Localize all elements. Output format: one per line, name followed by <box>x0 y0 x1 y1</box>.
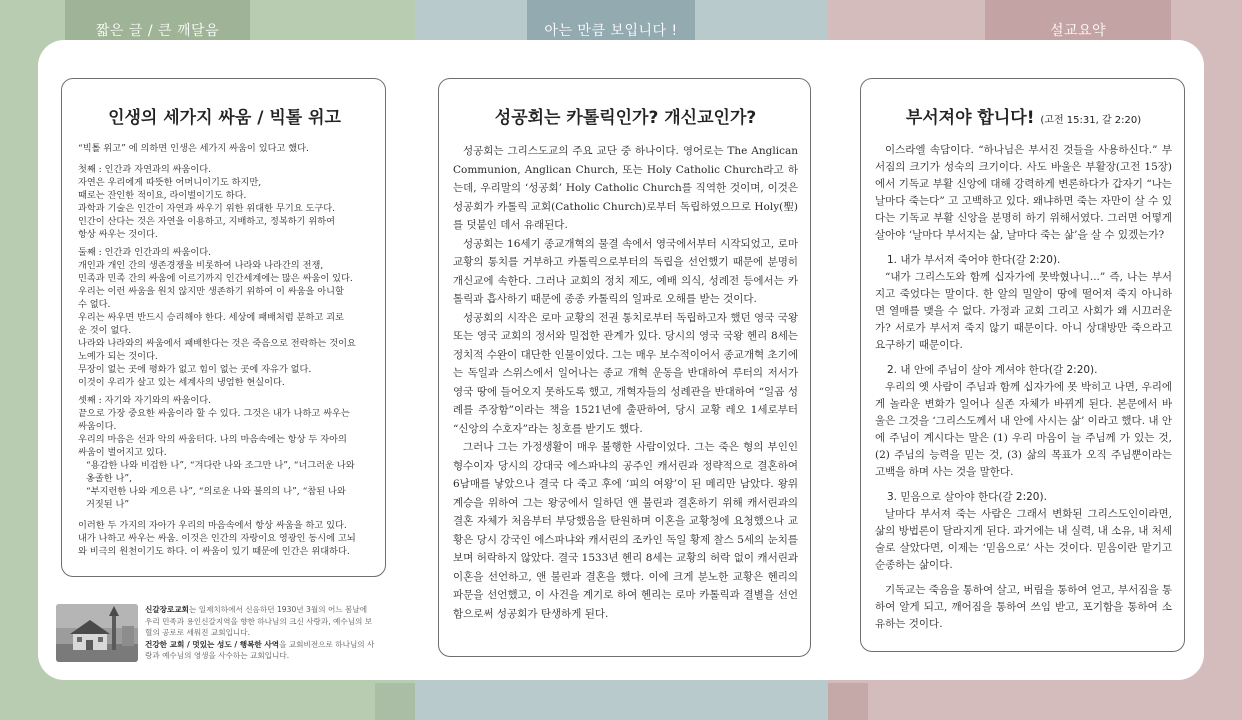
paragraph: 성공회는 그리스도교의 주요 교단 중 하나이다. 영어로는 The Anglican Communion, Anglican Church, 또는 Holy Catholic Church라고 하는데, 우리말의 ‘성공회’ Holy Catholic Church를 직역한 것이며, 이것은 성공회가 카톨릭 교회(Catholic Church)로부터 독립하였으므로 Holy(聖)를 덧붙인 데서 유래된다. <box>453 145 798 231</box>
church-name: 신갈장로교회 <box>145 605 190 614</box>
third-fight: 셋째 : 자기와 자기와의 싸움이다. 끝으로 가장 중요한 싸움이라 할 수 있다. 그것은 내가 나하고 싸우는 싸움이다. 우리의 마음은 선과 악의 싸움터다. 나의 마음속에는 항상 두 자아의 싸움이 벌어지고 있다. <box>78 395 350 458</box>
point-body: 날마다 부서져 죽는 사람은 그래서 변화된 그리스도인이라면, 삶의 방법론이 달라지게 된다. 과거에는 내 실력, 내 소유, 내 처세술로 살았다면, 이제는 ‘믿음으로’ 사는 것이다. 믿음이란 맡기고 순종하는 삶이다. <box>875 508 1172 571</box>
quote-line-1: “용감한 나와 비겁한 나”, “겨다란 나와 조그만 나”, “너그러운 나와 옹졸한 나”, <box>86 460 355 484</box>
tab-short-writing: 짧은 글 / 큰 깨달음 <box>65 0 250 60</box>
sermon-intro: 이스라엘 속담이다. “하나님은 부서진 것들을 사용하신다.” 부서짐의 크기가 성숙의 크기이다. 사도 바울은 부활장(고전 15장)에서 기독교 부활 신앙에 대해 강력하게 변론하다가 갑자기 “나는 날마다 죽는다” 고 고백하고 있다. 왜냐하면 죽는 자만이 살 수 있다는 기독교 부활 신앙을 분명히 하기 위해서였다. 그러면 어떻게 살아야 ‘날마다 부서지는 삶, 날마다 죽는 삶’을 살 수 있겠는가? <box>875 144 1172 241</box>
church-description <box>145 604 375 662</box>
church-history: 는 일제치하에서 신음하던 1930년 3월의 어느 봄날에 우리 민족과 용인신갈지역을 향한 하나님의 크신 사랑과, 예수님의 보혈의 공로로 세워진 교회입니다. <box>145 605 373 637</box>
point-body: 우리의 옛 사람이 주님과 함께 십자가에 못 박히고 나면, 우리에게 놀라운 변화가 일어나 실존 자체가 바뀌게 된다. 본문에서 바울은 그것을 ‘그리스도께서 내 안에 사시는 삶’ 이라고 했다. 내 안에 주님이 계시다는 말은 (1) 우리 마음이 늘 주님께 가 있는 것, (2) 주님의 능력을 믿는 것, (3) 삶의 목표가 오직 주님뿐이라는 고백을 하며 사는 것을 말한다. <box>875 381 1172 478</box>
church-motto: 건강한 교회 / 멋있는 성도 / 행복한 사역 <box>145 639 280 649</box>
scripture-reference: (고전 15:31, 갈 2:20) <box>1040 115 1142 126</box>
tab-sermon-summary: 설교요약 <box>985 0 1171 60</box>
sermon-closing: 기독교는 죽음을 통하여 살고, 버림을 통하여 얻고, 부서짐을 통하여 알게 되고, 깨어짐을 통하여 쓰임 받고, 포기함을 통하여 소유하는 것이다. <box>875 584 1172 630</box>
church-photo <box>56 604 138 662</box>
panel-title: 인생의 세가지 싸움 / 빅톨 위고 <box>108 108 341 128</box>
panel-title: 성공회는 카톨릭인가? 개신교인가? <box>494 108 757 128</box>
sermon-title: 부서져야 합니다! <box>905 108 1035 128</box>
bottom-strip-left <box>375 683 415 720</box>
church-vision: 을 교회비전으로 하나님의 사랑과 예수님의 영생을 사수하는 교회입니다. <box>145 639 375 660</box>
paragraph: 그러나 그는 가정생활이 매우 불행한 사람이었다. 그는 죽은 형의 부인인 형수이자 당시의 강대국 에스파냐의 공주인 캐서린과 정략적으로 결혼하여 6남매를 낳았으나 결국 다 죽고 후에 ‘피의 여왕’이 된 메리만 남았다. 왕위 계승을 위하여 그는 왕궁에서 일하던 앤 불린과 결혼하기 위해 캐서린과의 결혼 자체가 처음부터 부당했음을 탄원하며 이혼을 교황청에 요청했으나 교황은 당시 강국인 에스파냐와 캐서린의 조카인 독일 황제 찰스 5세의 눈치를 보며 허락하지 않았다. 결국 1533년 헨리 8세는 교황의 허락 없이 캐서린과 이혼을 선언하고, 앤 불린과 결혼을 했다. 이에 크게 분노한 교황은 헨리의 파문을 선언했고, 이 사건을 계기로 하여 헨리는 로마 카톨릭과 결별을 선언함으로써 성공회가 탄생하게 된다. <box>453 441 798 620</box>
point-heading: 1. 내가 부서져 죽어야 한다(갈 2:20). <box>887 254 1061 266</box>
panel-anglican <box>438 78 811 657</box>
intro-text: “빅톨 위고” 에 의하면 인생은 세가지 싸움이 있다고 했다. <box>78 143 309 154</box>
first-fight: 첫째 : 인간과 자연과의 싸움이다. 자연은 우리에게 따뜻한 어머니이기도 하지만, 때로는 잔인한 적이요, 라이벌이기도 하다. 과학과 기술은 인간이 자연과 싸우기 위한 위대한 무기요 도구다. 인간이 산다는 것은 자연을 이용하고, 지배하고, 정복하기 위하여 항상 싸우는 것이다. <box>78 164 336 240</box>
point-heading: 2. 내 안에 주님이 살아 계셔야 한다(갈 2:20). <box>887 364 1098 376</box>
closing-text: 이러한 두 가지의 자아가 우리의 마음속에서 항상 싸움을 하고 있다. 내가 나하고 싸우는 싸움. 이것은 인간의 자랑이요 영광인 동시에 고뇌 와 비극의 원천이기도 하다. 이 싸움이 있기 때문에 인간은 위대하다. <box>78 520 356 557</box>
panel-three-fights <box>61 78 386 577</box>
paragraph: 성공회는 16세기 종교개혁의 물결 속에서 영국에서부터 시작되었고, 로마교황의 통치를 거부하고 카톨릭으로부터의 독립을 선언했기 때문에 분명히 개신교에 속한다. 그러나 교회의 정치 제도, 예배 의식, 성례전 등에서는 카톨릭과 흡사하기 때문에 종종 카톨릭의 일파로 오해를 받는 것이다. <box>453 237 798 305</box>
tab-know-more: 아는 만큼 보입니다 ! <box>527 0 695 60</box>
bottom-strip-right <box>828 683 868 720</box>
panel-title <box>875 103 1172 128</box>
point-body: “내가 그리스도와 함께 십자가에 못박혔나니...” 즉, 나는 부서지고 죽었다는 말이다. 한 알의 밀알이 땅에 떨어져 죽지 아니하면 열매를 맺을 수 없다. 가정과 교회 그리고 사회가 왜 시끄러운가? 서로가 부서져 죽지 않기 때문이다. 아니 상대방만 죽으라고 요구하기 때문이다. <box>875 271 1172 351</box>
quote-line-2: “부지런한 나와 게으른 나”, “의로운 나와 불의의 나”, “참된 나와 거짓된 나” <box>86 486 346 510</box>
panel-sermon <box>860 78 1185 652</box>
point-heading: 3. 믿음으로 살아야 한다(갈 2:20). <box>887 491 1047 503</box>
second-fight: 둘째 : 인간과 인간과의 싸움이다. 개인과 개인 간의 생존경쟁을 비롯하여 나라와 나라간의 전쟁, 민족과 민족 간의 싸움에 이르기까지 인간세계에는 많은 싸움이 있다. 우리는 이런 싸움을 원치 않지만 생존하기 위하여 이 싸움을 아니할 수 없다. 우리는 싸우면 반드시 승리해야 한다. 세상에 패배처럼 분하고 괴로 운 것이 없다. 나라와 나라와의 싸움에서 패배한다는 것은 죽음으로 전락하는 것이요 노예가 되는 것이다. 무장이 없는 곳에 평화가 없고 힘이 없는 곳에 자유가 없다. 이것이 우리가 살고 있는 세계사의 냉엄한 현실이다. <box>78 247 356 388</box>
paragraph: 성공회의 시작은 로마 교황의 전권 통치로부터 독립하고자 했던 영국 국왕 또는 영국 교회의 정서와 밀접한 관계가 있다. 당시의 영국 국왕 헨리 8세는 정치적 수완이 대단한 인물이었다. 그는 매우 보수적이어서 종교개혁 초기에는 독일과 스위스에서 일어나는 종교 개혁 운동을 반대하여 루터의 저서가 영국 땅에 들어오지 못하도록 했고, 개혁자들의 성례관을 반대하여 “일곱 성례를 주장함”이라는 책을 1521년에 출판하여, 당시 교황 레오 1세로부터 “신앙의 수호자”라는 칭호를 받기도 했다. <box>453 311 798 435</box>
